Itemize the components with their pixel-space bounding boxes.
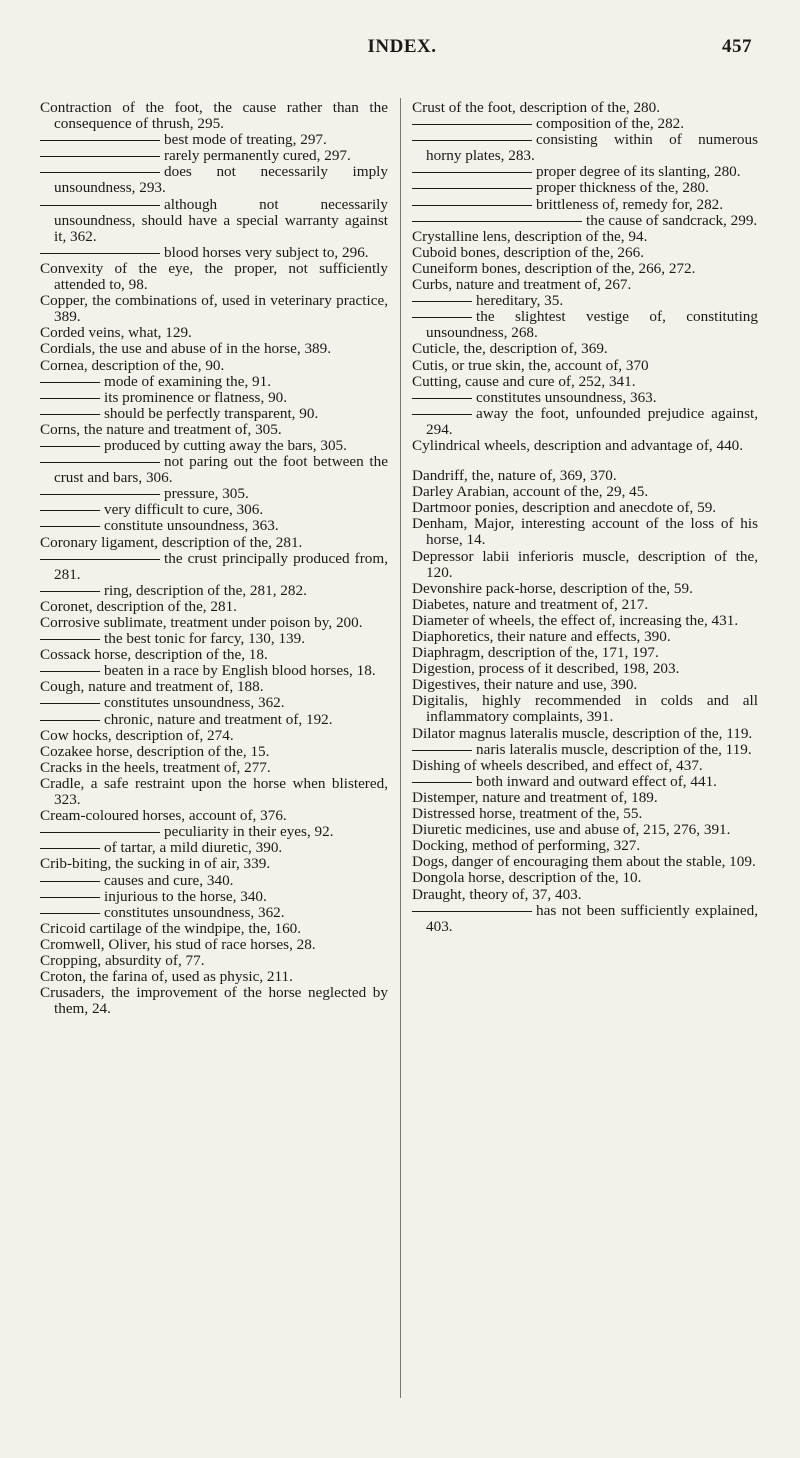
ditto-dash (40, 832, 160, 833)
entry-text: Diuretic medicines, use and abuse of, 215, 276, 391. (412, 821, 731, 839)
index-subentry (412, 293, 758, 309)
entry-text: produced by cutting away the bars, 305. (104, 436, 347, 454)
entry-text: proper degree of its slanting, 280. (536, 163, 741, 181)
index-subentry (412, 197, 758, 213)
entry-text: Dandriff, the, nature of, 369, 370. (412, 467, 617, 485)
index-subentry (40, 873, 388, 889)
index-entry (40, 969, 388, 985)
ditto-dash (40, 671, 100, 672)
entry-text: Depressor labii inferioris muscle, description of the, 120. (412, 547, 758, 581)
entry-text: constitutes unsoundness, 362. (104, 694, 285, 712)
index-entry (412, 870, 758, 886)
index-subentry (40, 245, 388, 261)
entry-text: consisting within of numerous horny plates, 283. (426, 131, 758, 165)
entry-text: hereditary, 35. (476, 292, 564, 310)
index-entry (412, 726, 758, 742)
entry-text: should be perfectly transparent, 90. (104, 404, 319, 422)
index-entry (412, 277, 758, 293)
entry-text: Cough, nature and treatment of, 188. (40, 678, 264, 696)
index-subentry (40, 551, 388, 583)
entry-text: Cornea, description of the, 90. (40, 356, 225, 374)
entry-text: Darley Arabian, account of the, 29, 45. (412, 483, 649, 501)
index-entry (40, 261, 388, 293)
entry-text: Copper, the combinations of, used in veterinary practice, 389. (40, 292, 388, 326)
index-entry (412, 887, 758, 903)
entry-text: constitutes unsoundness, 363. (476, 388, 657, 406)
entry-text: Corded veins, what, 129. (40, 324, 192, 342)
entry-text: Croton, the farina of, used as physic, 211. (40, 968, 293, 986)
entry-text: Devonshire pack-horse, description of the, 59. (412, 579, 693, 597)
entry-text: rarely permanently cured, 297. (164, 147, 351, 165)
index-entry (412, 838, 758, 854)
ditto-dash (40, 881, 100, 882)
ditto-dash (412, 301, 472, 302)
index-entry (412, 245, 758, 261)
ditto-dash (412, 140, 532, 141)
index-entry (40, 358, 388, 374)
entry-text: Cow hocks, description of, 274. (40, 726, 234, 744)
ditto-dash (40, 510, 100, 511)
index-entry (40, 679, 388, 695)
index-subentry (40, 905, 388, 921)
ditto-dash (40, 559, 160, 560)
ditto-dash (40, 526, 100, 527)
entry-text: Cutting, cause and cure of, 252, 341. (412, 372, 636, 390)
entry-text: Cradle, a safe restraint upon the horse when blistered, 323. (40, 774, 388, 809)
entry-text: Dogs, danger of encouraging them about the stable, 109. (412, 853, 756, 871)
index-entry (412, 229, 758, 245)
entry-text: the slightest vestige of, constituting unsoundness, 268. (426, 308, 758, 342)
index-subentry (40, 148, 388, 164)
index-entry (412, 693, 758, 725)
entry-text: Cordials, the use and abuse of in the horse, 389. (40, 340, 332, 358)
entry-text: Draught, theory of, 37, 403. (412, 885, 582, 903)
entry-text: Coronary ligament, description of the, 281. (40, 533, 303, 551)
index-entry (412, 549, 758, 581)
ditto-dash (412, 124, 532, 125)
entry-text: Diabetes, nature and treatment of, 217. (412, 595, 649, 613)
entry-text: Cromwell, Oliver, his stud of race horses, 28. (40, 935, 316, 953)
index-entry (40, 937, 388, 953)
index-entry (40, 100, 388, 132)
index-subentry (40, 390, 388, 406)
index-subentry (412, 180, 758, 196)
index-entry (412, 516, 758, 548)
index-entry (412, 484, 758, 500)
index-subentry (40, 374, 388, 390)
index-subentry (40, 631, 388, 647)
index-subentry (40, 889, 388, 905)
entry-text: Curbs, nature and treatment of, 267. (412, 276, 632, 294)
entry-text: Cracks in the heels, treatment of, 277. (40, 758, 271, 776)
entry-text: Crib-biting, the sucking in of air, 339. (40, 855, 271, 873)
ditto-dash (40, 913, 100, 914)
index-subentry (412, 132, 758, 164)
entry-text: pressure, 305. (164, 485, 249, 503)
entry-text: away the foot, unfounded prejudice against, 294. (426, 404, 758, 438)
ditto-dash (412, 398, 472, 399)
entry-text: its prominence or flatness, 90. (104, 388, 288, 406)
entry-text: the crust principally produced from, 281. (54, 549, 388, 583)
entry-text: does not necessarily imply unsoundness, 293. (54, 163, 388, 197)
index-entry (412, 645, 758, 661)
ditto-dash (40, 494, 160, 495)
index-subentry (40, 406, 388, 422)
index-entry (412, 677, 758, 693)
index-entry (412, 597, 758, 613)
entry-text: Cuboid bones, description of the, 266. (412, 243, 645, 261)
index-subentry (412, 213, 758, 229)
index-entry (40, 325, 388, 341)
index-subentry (40, 438, 388, 454)
index-entry (40, 808, 388, 824)
index-entry (412, 374, 758, 390)
index-subentry (412, 742, 758, 758)
index-entry (40, 985, 388, 1017)
index-entry (40, 856, 388, 872)
index-subentry (40, 518, 388, 534)
index-entry (40, 776, 388, 808)
entry-text: not paring out the foot between the crust and bars, 306. (54, 453, 388, 487)
index-subentry (40, 695, 388, 711)
index-subentry (40, 164, 388, 196)
index-column-right (412, 100, 758, 935)
ditto-dash (412, 221, 582, 222)
section-gap (412, 454, 758, 468)
ditto-dash (40, 703, 100, 704)
index-subentry (40, 840, 388, 856)
entry-text: Diameter of wheels, the effect of, increasing the, 431. (412, 611, 739, 629)
index-entry (40, 341, 388, 357)
index-subentry (412, 164, 758, 180)
entry-text: Digestion, process of it described, 198, 203. (412, 660, 680, 678)
entry-text: Cylindrical wheels, description and advantage of, 440. (412, 436, 744, 454)
ditto-dash (40, 848, 100, 849)
index-entry (412, 500, 758, 516)
entry-text: Convexity of the eye, the proper, not sufficiently attended to, 98. (40, 259, 388, 294)
ditto-dash (412, 782, 472, 783)
index-subentry (40, 132, 388, 148)
index-subentry (412, 774, 758, 790)
index-entry (40, 728, 388, 744)
ditto-dash (412, 317, 472, 318)
index-entry (412, 581, 758, 597)
page-title: INDEX. (367, 36, 437, 57)
ditto-dash (412, 750, 472, 751)
entry-text: naris lateralis muscle, description of the, 119. (476, 740, 752, 758)
entry-text: the cause of sandcrack, 299. (586, 211, 758, 229)
index-entry (412, 854, 758, 870)
ditto-dash (40, 398, 100, 399)
entry-text: constitutes unsoundness, 362. (104, 903, 285, 921)
index-entry (40, 760, 388, 776)
ditto-dash (40, 140, 160, 141)
ditto-dash (412, 911, 532, 912)
entry-text: Cutis, or true skin, the, account of, 370 (412, 356, 649, 374)
index-entry (40, 293, 388, 325)
index-column-left (40, 100, 388, 1017)
index-entry (412, 806, 758, 822)
entry-text: Cuticle, the, description of, 369. (412, 340, 608, 358)
index-entry (412, 341, 758, 357)
entry-text: Docking, method of performing, 327. (412, 837, 641, 855)
ditto-dash (40, 897, 100, 898)
index-subentry (40, 712, 388, 728)
entry-text: Digitalis, highly recommended in colds and all inflammatory complaints, 391. (412, 692, 758, 726)
entry-text: Crust of the foot, description of the, 280. (412, 99, 661, 116)
entry-text: Diaphoretics, their nature and effects, 390. (412, 628, 671, 645)
index-entry (412, 468, 758, 484)
index-entry (412, 613, 758, 629)
entry-text: Cozakee horse, description of the, 15. (40, 742, 270, 760)
index-entry (412, 261, 758, 277)
entry-text: Crusaders, the improvement of the horse neglected by them, 24. (40, 984, 388, 1018)
entry-text: ring, description of the, 281, 282. (104, 581, 307, 599)
ditto-dash (40, 205, 160, 206)
index-entry (40, 535, 388, 551)
entry-text: of tartar, a mild diuretic, 390. (104, 839, 283, 857)
entry-text: both inward and outward effect of, 441. (476, 772, 717, 790)
entry-text: Cricoid cartilage of the windpipe, the, 160. (40, 919, 302, 937)
entry-text: Dilator magnus lateralis muscle, description of the, 119. (412, 724, 753, 742)
ditto-dash (40, 720, 100, 721)
index-entry (412, 661, 758, 677)
entry-text: Contraction of the foot, the cause rather than the consequence of thrush, 295. (40, 99, 388, 133)
index-subentry (40, 583, 388, 599)
index-entry (412, 629, 758, 645)
entry-text: Distressed horse, treatment of the, 55. (412, 805, 643, 823)
index-subentry (40, 502, 388, 518)
index-entry (40, 744, 388, 760)
entry-text: Dongola horse, description of the, 10. (412, 869, 642, 887)
index-entry (40, 647, 388, 663)
index-subentry (40, 197, 388, 245)
ditto-dash (412, 205, 532, 206)
entry-text: Corrosive sublimate, treatment under poison by, 200. (40, 614, 363, 631)
column-divider (400, 98, 401, 1398)
ditto-dash (40, 414, 100, 415)
entry-text: Cream-coloured horses, account of, 376. (40, 807, 287, 825)
entry-text: Coronet, description of the, 281. (40, 597, 237, 615)
entry-text: Diaphragm, description of the, 171, 197. (412, 644, 659, 662)
index-entry (40, 422, 388, 438)
entry-text: the best tonic for farcy, 130, 139. (104, 630, 306, 648)
index-subentry (40, 486, 388, 502)
entry-text: Cropping, absurdity of, 77. (40, 951, 205, 969)
entry-text: composition of the, 282. (536, 115, 685, 133)
entry-text: constitute unsoundness, 363. (104, 517, 279, 535)
index-entry (412, 758, 758, 774)
page-header (52, 36, 752, 64)
ditto-dash (40, 172, 160, 173)
index-subentry (40, 454, 388, 486)
entry-text: has not been sufficiently explained, 403. (426, 901, 758, 935)
ditto-dash (412, 414, 472, 415)
ditto-dash (412, 172, 532, 173)
ditto-dash (412, 188, 532, 189)
entry-text: although not necessarily unsoundness, should have a special warranty against it, 362. (54, 195, 388, 245)
index-entry (40, 953, 388, 969)
index-subentry (412, 903, 758, 935)
ditto-dash (40, 253, 160, 254)
index-subentry (412, 406, 758, 438)
entry-text: peculiarity in their eyes, 92. (164, 823, 334, 841)
index-subentry (412, 309, 758, 341)
index-entry (40, 615, 388, 631)
entry-text: chronic, nature and treatment of, 192. (104, 710, 333, 728)
entry-text: injurious to the horse, 340. (104, 887, 267, 905)
entry-text: Digestives, their nature and use, 390. (412, 676, 638, 694)
index-entry (412, 822, 758, 838)
index-subentry (40, 663, 388, 679)
entry-text: brittleness of, remedy for, 282. (536, 195, 724, 213)
entry-text: Cossack horse, description of the, 18. (40, 646, 268, 664)
index-entry (412, 438, 758, 454)
entry-text: Cuneiform bones, description of the, 266, 272. (412, 259, 696, 277)
entry-text: Denham, Major, interesting account of the loss of his horse, 14. (412, 515, 758, 549)
index-entry (40, 921, 388, 937)
entry-text: mode of examining the, 91. (104, 372, 272, 390)
ditto-dash (40, 382, 100, 383)
entry-text: blood horses very subject to, 296. (164, 243, 369, 261)
entry-text: beaten in a race by English blood horses, 18. (104, 662, 376, 680)
ditto-dash (40, 639, 100, 640)
index-subentry (412, 390, 758, 406)
ditto-dash (40, 462, 160, 463)
entry-text: Distemper, nature and treatment of, 189. (412, 788, 658, 806)
index-entry (412, 100, 758, 116)
index-subentry (412, 116, 758, 132)
entry-text: causes and cure, 340. (104, 871, 234, 889)
entry-text: very difficult to cure, 306. (104, 501, 264, 519)
ditto-dash (40, 156, 160, 157)
entry-text: Corns, the nature and treatment of, 305. (40, 420, 282, 438)
entry-text: best mode of treating, 297. (164, 131, 327, 149)
ditto-dash (40, 446, 100, 447)
index-entry (412, 358, 758, 374)
entry-text: Dishing of wheels described, and effect of, 437. (412, 756, 703, 774)
index-entry (412, 790, 758, 806)
index-entry (40, 599, 388, 615)
ditto-dash (40, 591, 100, 592)
entry-text: proper thickness of the, 280. (536, 179, 709, 197)
index-subentry (40, 824, 388, 840)
entry-text: Dartmoor ponies, description and anecdote of, 59. (412, 499, 717, 517)
entry-text: Crystalline lens, description of the, 94. (412, 227, 648, 245)
page-number: 457 (722, 36, 752, 57)
